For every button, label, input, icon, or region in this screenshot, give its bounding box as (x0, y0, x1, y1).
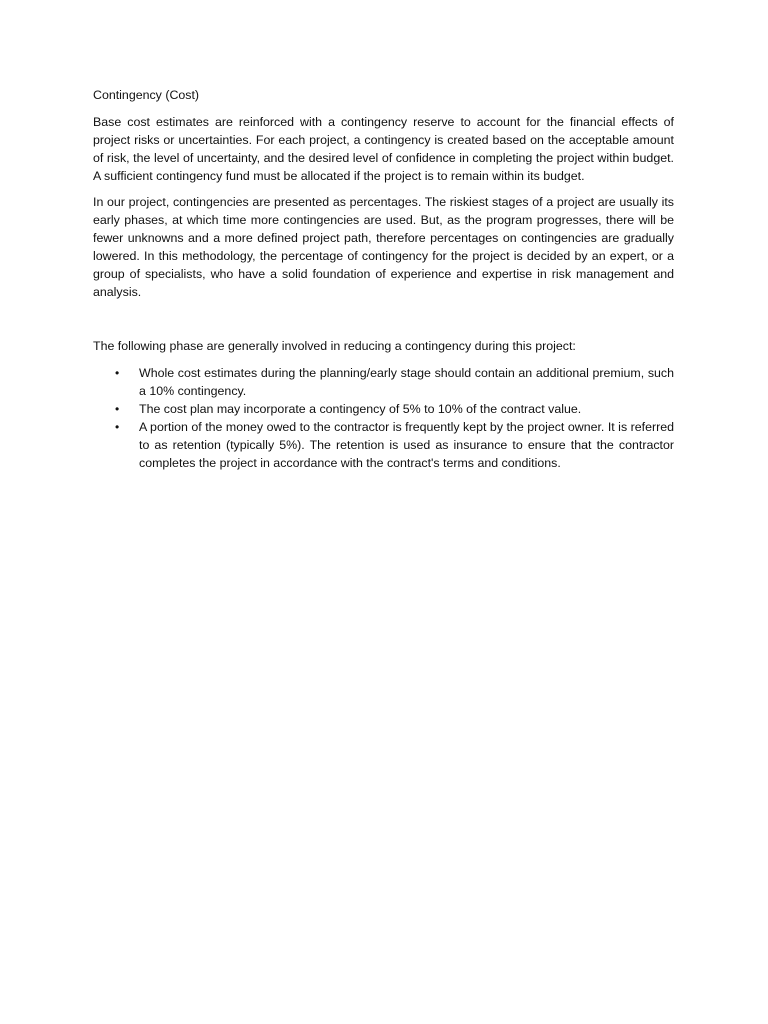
bullet-icon: • (115, 420, 120, 434)
list-item-text: A portion of the money owed to the contractor is frequently kept by the project owner. It is referred to as retention (typically 5%). The retention is used as insurance to ensure that the contractor completes the project in accordance with the contract's terms and conditions. (139, 420, 674, 470)
list-item (93, 364, 674, 400)
list-item-text: Whole cost estimates during the planning/early stage should contain an additional premium, such a 10% contingency. (139, 366, 674, 398)
list-intro: The following phase are generally involved in reducing a contingency during this project: (93, 339, 576, 353)
list-item-text: The cost plan may incorporate a contingency of 5% to 10% of the contract value. (139, 402, 582, 416)
paragraph-percentages: In our project, contingencies are presented as percentages. The riskiest stages of a project are usually its early phases, at which time more contingencies are used. But, as the program progresses, there will be fewer unknowns and a more defined project path, therefore percentages on contingencies are gradually lowered. In this methodology, the percentage of contingency for the project is decided by an expert, or a group of specialists, who have a solid foundation of experience and expertise in risk management and analysis. (93, 195, 674, 299)
bullet-list (93, 364, 674, 472)
document-page (93, 86, 674, 472)
bullet-icon: • (115, 366, 120, 380)
section-heading: Contingency (Cost) (93, 88, 200, 102)
list-item (93, 418, 674, 472)
list-item (93, 400, 674, 418)
bullet-icon: • (115, 402, 120, 416)
paragraph-base-cost: Base cost estimates are reinforced with a contingency reserve to account for the financial effects of project risks or uncertainties. For each project, a contingency is created based on the acceptable amount of risk, the level of uncertainty, and the desired level of confidence in completing the project within budget. A sufficient contingency fund must be allocated if the project is to remain within its budget. (93, 115, 674, 183)
